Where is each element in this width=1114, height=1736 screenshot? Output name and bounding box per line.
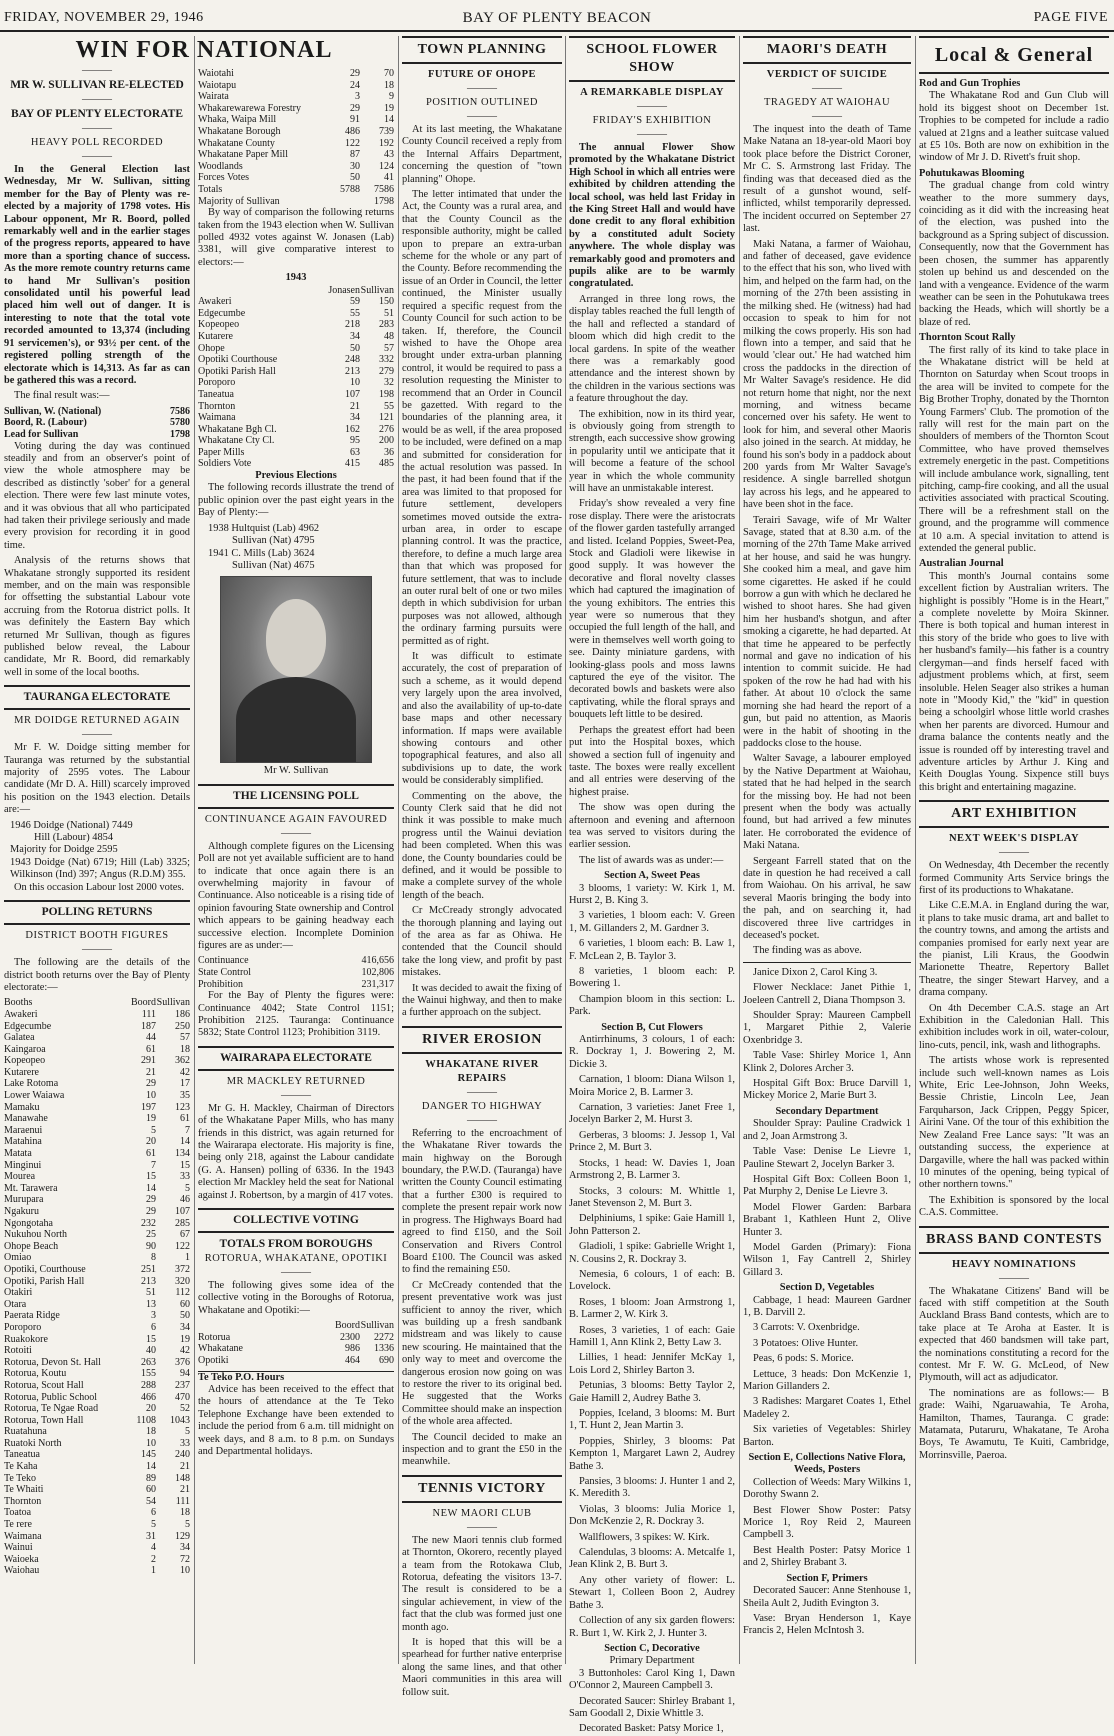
paragraph: The letter intimated that under the Act, the County was a rural area, and that the County Council as the responsible authority, might be called upon to prepare an extra-urban scheme for the whole or any part of the County. Before recommending the issue of an Order in Council, the letter continued, the Minister usually required a specific request from the County Council for such action to be taken. If, therefore, the Council wished to have the Ohope area brought under extra-urban planning control, it would be required to pass a resolution requesting the Minister to recommend that an Order in Council be gazetted. With regard to the boundaries of the planning area, it would be as well, if the area proposed to be included, were defined on a map and submitted for consideration for the actual resolution was passed. In the past, it had been found that if the area was limited to that proposed for future settlement, developers sometimes moved outside the extra-urban area, in order to escape planning control. It was the practice, therefore, to define a much large area than that which was proposed for future settlement, that was to include an outer rural belt of one or two miles depth in which subdivision for urban purposes was not allowed, although the ordinary farming pursuits were permitted as of right. [402,189,562,647]
table-row: Rotoiti 40 42 [4,1345,190,1357]
paragraph: The Council decided to make an inspection and to grant the £50 in the meanwhile. [402,1431,562,1468]
paragraph: Nemesia, 6 colours, 1 of each: B. Lovelock. [569,1268,735,1293]
table-row: Ruatoki North 10 33 [4,1437,190,1449]
paragraph: Decorated Saucer: Shirley Brabant 1, Sam Goodall 2, Dixie Whittle 3. [569,1695,735,1719]
table-row: Matahina 20 14 [4,1136,190,1148]
table-row: Otakiri 51 112 [4,1287,190,1299]
photo-caption: Mr W. Sullivan [263,765,329,777]
award-list [569,883,735,1019]
table-row: Waiotahi 29 70 [198,68,394,79]
paragraph: Mr F. W. Doidge sitting member for Tauranga was returned by the substantial majority of 2595 votes. The Labour candidate (Mr D. A. Hill) scarcely improved his position on the 1943 election. Details are:— [4,742,190,816]
paragraph: Petunias, 3 blooms: Betty Taylor 2, Gaie Hamill 2, Audrey Bathe 3. [569,1380,735,1404]
paragraph: Any other variety of flower: L. Stewart 1, Colleen Boon 2, Audrey Bathe 3. [569,1574,735,1611]
table-row: Whakatane Borough 486 739 [198,125,394,137]
table-row: Lake Rotoma 29 17 [4,1078,190,1090]
paragraph: Shoulder Spray: Maureen Campbell 1, Margaret Pithie 2, Valerie Oxenbridge 3. [743,1010,911,1046]
paragraph: Maki Natana, a farmer of Waiohau, and father of deceased, gave evidence to the effect that his son, who lived with him, and helped on the farm had, on the morning of the 27th been assisting in the milking shed. He (witness) had had occasion to speak to him for not milking the cows properly. His son had flown into a temper, and said that he would 'clear out.' He had watched him cross the paddocks in the direction of Mr Walter Savage's residence. He did not return home that night, nor the next morning, and witness became concerned over his safety. He went to look for him, and several other Maoris also joined in the search. At midday, he found his son's body in a paddock about 200 yards from Mr Walter Savage's residence. A single barrelled shotgun lay across his legs, and he appeared to have been shot in the face. [743,238,911,511]
subhead: POSITION OUTLINED [425,97,539,108]
article-body [402,1535,562,1699]
section-heading: RIVER EROSION [422,1031,542,1047]
paragraph: Walter Savage, a labourer employed by the Native Department at Waiohau, stated that he had helped in the search for the missing boy. He had not been present when the body was actually found, but had arrived a few minutes later. He corroborated the evidence of Maki Natana. [743,753,911,852]
paragraph: Although complete figures on the Licensing Poll are not yet available sufficient are to hand to indicate that once again there is an overwhelming majority in favour of Continuance. Also noticeable is a rising tide of opinion favouring State ownership and Control which appears to be gaining headway each successive election. Incomplete Dominion figures are as under:— [198,840,394,951]
table-row: Thornton 54 111 [4,1495,190,1507]
award-list [569,1668,735,1736]
section-heading: TOWN PLANNING [417,42,547,57]
table-row: Whakarewarewa Forestry 29 19 [198,102,394,114]
subhead: MR DOIDGE RETURNED AGAIN [14,715,180,727]
section-subheading: Section D, Vegetables [779,1282,875,1294]
table-row: Kopeopeo 291 362 [4,1055,190,1067]
paragraph: Carnation, 3 varieties: Janet Free 1, Jocelyn Barker 2, M. Hurst 3. [569,1102,735,1126]
paragraph: Perhaps the greatest effort had been put into the Hospital boxes, which showed a section full of ingenuity and taste. The boxes were really excellent and all entries were deserving of the highest praise. [569,724,735,798]
paragraph: Lillies, 1 head: Jennifer McKay 1, Lois Lord 2, Shirley Barton 3. [569,1352,735,1376]
section-heading: BRASS BAND CONTESTS [926,1231,1102,1247]
paragraph: 8 varieties, 1 bloom each: P. Bowering 1. [569,966,735,990]
section-heading-local-general: Local & General [934,44,1094,66]
table-row: Lower Waiawa 10 35 [4,1090,190,1102]
section-subheading: Section E, Collections Native Flora, Weeds, Posters [748,1452,906,1476]
paragraph: Cr McCready contended that the present preventative work was just sufficient to annoy the river, which was building up a fresh sandbank midstream and was likely to cause new scouring. He maintained that the only way to meet and overcome the dangerous erosion now going on was to restore the river to its original bed. He suggested that the Works Committee should make an inspection of the whole area affected. [402,1279,562,1428]
table-row: Waimana 34 121 [198,412,394,424]
table-row: Murupara 29 46 [4,1194,190,1206]
subhead: ROTORUA, WHAKATANE, OPOTIKI [204,1253,388,1265]
table-row: Te rere 5 5 [4,1519,190,1531]
paragraph: Best Health Poster: Patsy Morice 1 and 2, Shirley Brabant 3. [743,1544,911,1569]
column-2: Waiotahi 29 70 Waiotapu 24 18 Wairata 3 9 Whakarewarewa Forestry 29 19 Whaka, Waipa Mill 91 14 Whakatane Borough 486 739 Whakatane County 122 192 Whakatane Paper Mill 87 43 Woodlands 30 124 Forces Votes 50 41 Totals 5788 7586 Majority of Sullivan 1798 By way of comparison the following returns taken from the 1943 election when W. Sullivan polled 4932 votes against W. Jonasen (Lab) 3381, will give comparative interest to electors:— 1943 Jonasen Sullivan Awakeri 59 150 Edgecumbe 55 51 Kopeopeo 218 283 Kutarere 34 48 Ohope 50 57 Opotiki Courthouse 248 332 Opotiki Parish Hall 213 279 Poroporo 10 32 Taneatua 107 198 Thornton 21 55 Waimana 34 121 Whakatane Bgh Cl. 162 276 Whakatane Cty Cl. 95 200 Paper Mills 63 36 Soldiers Vote 415 485 Previous Elections The following records illustrate the trend of public opinion over the past eight years in the Bay of Plenty:— 1938 Hultquist (Lab) 4962 Sullivan (Nat) 4795 1941 C. Mills (Lab) 3624 Sullivan (Nat) 4675 Mr W. Sullivan THE LICENSING POLL CONTINUANCE AGAIN FAVOURED ——— Although complete figures on the Licensing Poll are not yet available sufficient are to hand to indicate that once again there is an overwhelming majority in favour of Continuance. Also noticeable is a rising tide of opinion favouring State ownership and Control which appears to be gaining headway each successive election. Incomplete Dominion figures are as under:— Continuance 416,656 State Control 102,806 Prohibition 231,317 For the Bay of Plenty the figures were: Continuance 4042; State Control 1151; Prohibition 2125. Tauranga: Continuance 5832; State Control 1123; Prohibition 3119. WAIRARAPA ELECTORATE MR MACKLEY RETURNED ——— Mr G. H. Mackley, Chairman of Directors of the Whakatane Paper Mills, who has many friends in this district, was again returned for the Wairarapa electorate. His majority is fine, being only 218, against the Labour candidate (G. A. Hansen) polling of 6336. In the 1943 election Mr Mackley held the seat for National against J. Robertson, by a margin of 417 votes. COLLECTIVE VOTING TOTALS FROM BOROUGHS ROTORUA, WHAKATANE, OPOTIKI ——— The following gives some idea of the collective voting in the Boroughs of Rotorua, Whakatane and Opotiki:— Boord Sullivan Rotorua 2300 2272 Whakatane 986 1336 Opotiki 464 690 Te Teko P.O. Hours Advice has been received to the effect that the hours of attendance at the Te Teko Telephone Exchange have been extended to include the period from 6 a.m. till midnight on week days, and 8 a.m. to 8 p.m. on Sundays and Departmental holidays. [198,68,394,1458]
table-row: Te Whaiti 60 21 [4,1484,190,1496]
paragraph: Gladioli, 1 spike: Gabrielle Wright 1, N. Cousins 2, R. Dockray 3. [569,1241,735,1265]
subhead: TOTALS FROM BOROUGHS [219,1238,373,1251]
subhead: FUTURE OF OHOPE [427,69,537,80]
award-list [743,1118,911,1279]
paragraph: Stocks, 3 colours: M. Whittle 1, Janet Stevenson 2, M. Burt 3. [569,1185,735,1209]
section-heading: SCHOOL FLOWER SHOW [586,42,718,75]
paragraph: Collection of any six garden flowers: R. Burt 1, W. Kirk 2, J. Hunter 3. [569,1615,735,1639]
table-row: Minginui 7 15 [4,1159,190,1171]
table-row: Rotorua, Scout Hall 288 237 [4,1379,190,1391]
table-row: Paper Mills 63 36 [198,446,394,458]
paragraph: Janice Dixon 2, Carol King 3. [753,966,878,978]
paragraph: The show was open during the afternoon and evening and afternoon tea was served to visitors during the earlier session. [569,802,735,851]
paragraph: Decorated Basket: Patsy Morice 1, [579,1723,724,1735]
paragraph: Mr G. H. Mackley, Chairman of Directors of the Whakatane Paper Mills, who has many friends in this district, was again returned for the Wairarapa electorate. His majority is fine, being only 218, against the Labour candidate (G. A. Hansen) polling of 6336. In the 1943 election Mr Mackley held the seat for National against J. Robertson, by a margin of 417 votes. [198,1102,394,1201]
paragraph: Commenting on the above, the County Clerk said that he did not think it was possible to make much progress until the Wainui deviation had been completed. When this was done, the County boundaries could be defined, and it would be possible to make a complete survey of the whole length of the beach. [402,790,562,901]
masthead-page-number: PAGE FIVE [1033,10,1108,25]
paragraph: The nominations are as follows:— B grade: Waihi, Ngaruawahia, Te Aroha, Hamilton, Thames, Tauranga. C grade: Matamata, Putaruru, Whakatane, Te Aroha Boys, Te Awamutu, Te Kuiti, Cambridge, Morrinsville, Paeroa. [919,1387,1109,1461]
subhead: HEAVY POLL RECORDED [30,137,164,148]
masthead-paper-name: BAY OF PLENTY BEACON [462,10,652,26]
paragraph: On 4th December C.A.S. stage an Art Exhibition in the Caledonian Hall. This exhibition includes work in oil, water-colour, lino-cuts, pencil, ink, wash and lithographs. [919,1002,1109,1051]
paragraph: Collection of Weeds: Mary Wilkins 1, Dorothy Swann 2. [743,1476,911,1501]
subhead: A REMARKABLE DISPLAY [580,87,724,98]
paragraph: Voting during the day was continued steadily and from an observer's point of view the whole atmosphere may be described as distinctly 'sober' for a general election. There were few last minute votes, and it was obvious that all who participated had taken their privilege seriously and made every provision for recording it in good time. [4,440,190,551]
paragraph: Gerberas, 3 blooms: J. Jessop 1, Val Prince 2, M. Burt 3. [569,1129,735,1154]
paragraph: Analysis of the returns shows that Whakatane strongly supported its resident member, and on the main was responsible for offsetting the substantial Labour vote accruing from the Rotorua district polls. It was definitely the Eastern Bay which returned Mr Sullivan, though as figures published below reveal, the Labour candidate, Mr R. Boord, did remarkably well in some of the local booths. [4,555,190,678]
paragraph: Referring to the encroachment of the Whakatane River towards the main highway on the Borough boundary, the P.W.D. (Tauranga) have written the County Council estimating that a further £300 is required to complete the present repair work now in progress. The Highways Board had agreed to find £150, and the Soil Conservation and Rivers Control Board £100. The Council was asked to find the remaining £50. [402,1127,562,1276]
paragraph: Like C.E.M.A. in England during the war, it plans to take music drama, art and ballet to the country towns, and among the artists and companies promised for early next year are the pianist, Lili Kraus, the Goodwin Marionette Theatre, Repertory Ballet Theatre, the singer Stewart Harvey, and a drama company. [919,900,1109,999]
table-row: Manawahe 19 61 [4,1113,190,1125]
subhead: TRAGEDY AT WAIOHAU [763,97,891,108]
paragraph: Advice has been received to the effect that the hours of attendance at the Te Teko Telephone Exchange have been extended to include the period from 6 a.m. till midnight on week days, and 8 a.m. to 8 p.m. on Sundays and Departmental holidays. [198,1384,394,1458]
paragraph: Roses, 3 varieties, 1 of each: Gaie Hamill 1, Ann Klink 2, Betty Law 3. [569,1324,735,1348]
subhead: NEXT WEEK'S DISPLAY [948,833,1080,845]
section-subheading: Primary Department [609,1655,695,1667]
table-row: Omiao 8 1 [4,1252,190,1264]
paragraph: At its last meeting, the Whakatane County Council received a reply from the Internal Affairs Department, concerning the question of "town planning" Ohope. [402,124,562,185]
year-heading: 1943 [285,272,307,284]
subhead: CONTINUANCE AGAIN FAVOURED [204,813,388,825]
subhead: WHAKATANE RIVER REPAIRS [425,1058,539,1084]
section-subheading: Te Teko P.O. Hours [198,1371,394,1384]
paragraph: The artists whose work is represented include such well-known names as Lois White, Eric Lee-Johnson, John Weeks, Bessie Christie, Lincoln Lee, Jean Farquharson, Jack Crippen, Peggy Spicer, Airini Vane. Of the tour of this exhibition the New Zealand Free Lance says: "It was an outstanding success, the experience at Dargaville, where the hall was packed within 10 minutes of the opening, being typical of other northern towns." [919,1055,1109,1191]
subhead: DISTRICT BOOTH FIGURES [25,930,169,942]
table-row: Waiotapu 24 18 [198,79,394,91]
paragraph: Poppies, Iceland, 3 blooms: M. Burt 1, T. Hunt 2, Jean Martin 3. [569,1408,735,1432]
section-subheading: Previous Elections [255,470,337,482]
table-row: Ruakokore 15 19 [4,1333,190,1345]
table-row: Taneatua 145 240 [4,1449,190,1461]
table-row: Ngakuru 29 107 [4,1206,190,1217]
table-row: Whaka, Waipa Mill 91 14 [198,114,394,126]
paragraph: The following are the details of the district booth returns over the Bay of Plenty electorate:— [4,957,190,993]
paragraph: Hospital Gift Box: Bruce Darvill 1, Mickey Morice 2, Marie Burt 3. [743,1078,911,1102]
subhead: NEW MAORI CLUB [432,1507,532,1519]
booth-returns-table: Booths Boord Sullivan Awakeri 111 186 Edgecumbe 187 250 Galatea 44 57 Kaingaroa 61 18 Kopeopeo 291 362 Kutarere 21 42 Lake Rotoma 29 17 Lower Waiawa 10 35 Mamaku 197 123 Manawahe 19 61 Maraenui 5 7 Matahina 20 14 Matata 61 134 Minginui 7 15 Mourea 15 33 Mt. Tarawera 14 5 Murupara 29 46 Ngakuru 29 107 Ngongotaha 232 285 Nukuhou North 25 67 Ohope Beach 90 122 Omiao 8 1 Opotiki, Courthouse 251 372 Opotiki, Parish Hall 213 320 Otakiri 51 112 Otara 13 60 Paerata Ridge 3 50 Poroporo 6 34 Ruakokore 15 19 Rotoiti 40 42 Rotorua, Devon St. Hall 263 376 Rotorua, Koutu 155 94 Rotorua, Scout Hall 288 237 Rotorua, Public School 466 470 Rotorua, Te Ngae Road 20 52 Rotorua, Town Hall 1108 1043 Ruatahuna 18 5 Ruatoki North 10 33 Taneatua 145 240 Te Kaha 14 21 Te Teko 89 148 Te Whaiti 60 21 Thornton 54 111 Toatoa 6 18 Te rere 5 5 Waimana 31 129 Wainui 4 34 Waioeka 2 72 Waiohau 1 10 [4,997,190,1577]
headline-win-for-national: WIN FOR NATIONAL [75,37,333,63]
paragraph: The Exhibition is sponsored by the local C.A.S. Committee. [919,1194,1109,1219]
column-5: MAORI'S DEATH VERDICT OF SUICIDE ——— TRAGEDY AT WAIOHAU ——— The inquest into the death of Tame Make Natana an 18-year-old Maori boy took place before the District Coroner, Mr C. S. Armstrong last Friday. The finding was that deceased died as the result of a gunshot wound, self-inflicted, whilst temporarily depressed. The incident occurred on September 27 last. Maki Natana, a farmer of Waiohau, and father of deceased, gave evidence to the effect that his son, who lived with him, and helped on the farm had, on the morning of the 27th been assisting in the milking shed. He (witness) had had occasion to speak to him for not milking the cows properly. His son had flown into a temper, and said that he would 'clear out.' He had watched him cross the paddocks in the direction of Mr Walter Savage's residence. He did not return home that night, nor the next morning, and witness became concerned over his safety. He went to look for him, and several other Maoris also joined in the search. At midday, he found his son's body in a paddock about 200 yards from Mr Walter Savage's residence. A single barrelled shotgun lay across his legs, and he appeared to have been shot in the face. Terairi Savage, wife of Mr Walter Savage, stated that at 8.30 a.m. of the morning of the 27th Tame Make arrived at her house, and said he was hungry. She cooked him a meal, and gave him some cigarettes. He asked if he could borrow a gun with which he declared he wished to shoot hares. She had given him her husband's shotgun, and after smoking a cigarette, he had departed. At that time he appeared to be perfectly normal and gave no indication of his intention to commit suicide. He had spoken of the row he had had with his father. At about 10 o'clock the same morning she had heard the report of a gun, but paid no attention, as Maoris were in the habit of shooting in the paddocks close to the house. Walter Savage, a labourer employed by the Native Department at Waiohau, stated that he had helped in the search for the missing boy. He had not been present when the body was actually found, but had arrived a few minutes later. He corroborated the evidence of Maki Natana. Sergeant Farrell stated that on the date in question he had received a call from Waiohau. On his arrival, he saw several Maoris bringing the body into the pah, and on searching it, had discovered three live cartridges in deceased's pocket. The finding was as above. Janice Dixon 2, Carol King 3. Flower Necklace: Janet Pithie 1, Joeleen Cantrell 2, Diana Thompson 3. Shoulder Spray: Maureen Campbell 1, Margaret Pithie 2, Valerie Oxenbridge 3. Table Vase: Shirley Morice 1, Ann Klink 2, Dolores Archer 3. Hospital Gift Box: Bruce Darvill 1, Mickey Morice 2, Marie Burt 3. Secondary Department Shoulder Spray: Pauline Cradwick 1 and 2, Joan Armstrong 3. Table Vase: Denise Le Lievre 1, Pauline Stewart 2, Jocelyn Barker 3. Hospital Gift Box: Colleen Boon 1, Pat Murphy 2, Denise Le Lievre 3. Model Flower Garden: Barbara Brabant 1, Kathleen Hunt 2, Olive Hunter 3. Model Garden (Primary): Fiona Wilson 1, Fay Cantrell 2, Shirley Gillard 3. Section D, Vegetables Cabbage, 1 head: Maureen Gardner 1, B. Darvill 2. 3 Carrots: V. Oxenbridge. 3 Potatoes: Olive Hunter. Peas, 6 pods: S. Morice. Lettuce, 3 heads: Don McKenzie 1, Marion Gillanders 2. 3 Radishes: Margaret Coates 1, Ethel Madeley 2. Six varieties of Vegetables: Shirley Barton. Section E, Collections Native Flora, Weeds, Posters Collection of Weeds: Mary Wilkins 1, Dorothy Swann 2. Best Flower Show Poster: Patsy Morice 1, Roy Reid 2, Maureen Campbell 3. Best Health Poster: Patsy Morice 1 and 2, Shirley Brabant 3. Section F, Primers Decorated Saucer: Anne Stenhouse 1, Sheila Ault 2, Judith Evington 3. Vase: Bryan Henderson 1, Kaye Francis 2, Helen McIntosh 3. [743,36,911,1670]
paragraph: The Whakatane Citizens' Band will be faced with stiff competition at the South Auckland Brass Band contests, which are to take place at Te Aroha at Easter. It is expected that 460 bandsmen will take part, the nominations constituting a record for the contest. Mr F. W. G. McLeod, of New Plymouth, will act as adjudicator. [919,1285,1109,1384]
table-row: Whakatane Bgh Cl. 162 276 [198,423,394,435]
table-row: Thornton 21 55 [198,400,394,412]
table-row: Kutarere 34 48 [198,330,394,342]
column-rule [194,36,195,1664]
news-item-body: This month's Journal contains some excellent fiction by Australian writers. The highlight is possibly "Home is in the Heart," a complete novelette by Moira Skinner. There is both topical and human interest in this story of the bride who goes to live with her husband's family—his father is a country clergyman—and finds herself faced with adjustment problems which, at first, seem insoluble. Helen Seager also strikes a human note in "Moody Kid," the "kid" in question being a schoolgirl whose little world crashes when her parents are divorced. Humour and drama balance the contents neatly and the issue is rounded off by interesting travel and adventure articles by Arthur J. King and Keith Douglas Young. Sixpence still buys this bright and entertaining magazine. [919,570,1109,793]
paragraph: The final result was:— [14,390,110,402]
column-rule [915,36,916,1664]
paragraph: It was decided to await the fixing of the Wainui highway, and then to make a further approach on the subject. [402,982,562,1019]
award-list [743,1477,911,1570]
table-row: Rotorua, Public School 466 470 [4,1391,190,1403]
article-body [743,124,911,958]
paragraph: 6 varieties, 1 bloom each: B. Law 1, F. McLean 2, B. Taylor 3. [569,938,735,962]
table-row: Otara 13 60 [4,1298,190,1310]
paragraph: Violas, 3 blooms: Julia Morice 1, Don McKenzie 2, R. Dockray 3. [569,1503,735,1528]
news-item-heading: Thornton Scout Rally [919,332,1016,344]
table-row: Poroporo 6 34 [4,1321,190,1333]
subhead: HEAVY NOMINATIONS [951,1258,1077,1270]
award-list [569,1034,735,1640]
article-body [919,860,1109,1219]
table-row: Whakatane Paper Mill 87 43 [198,149,394,161]
paragraph: Sergeant Farrell stated that on the date in question he had received a call from Waiohau. On his arrival, he saw several Maoris bringing the body into the pah, and on searching it, had discovered three live cartridges in deceased's pocket. [743,855,911,941]
article-body [402,124,562,1020]
column-rule [739,36,740,1664]
paragraph: Delphiniums, 1 spike: Gaie Hamill 1, John Patterson 2. [569,1213,735,1237]
section-subheading: Section F, Primers [786,1572,868,1584]
paragraph: 3 Carrots: V. Oxenbridge. [753,1322,860,1334]
table-row: Taneatua 107 198 [198,388,394,400]
paragraph: Antirrhinums, 3 colours, 1 of each: R. Dockray 1, J. Bowering 2, M. Dickie 3. [569,1034,735,1070]
paragraph: 3 Potatoes: Olive Hunter. [753,1337,859,1349]
paragraph: Peas, 6 pods: S. Morice. [753,1353,854,1365]
table-row: Woodlands 30 124 [198,160,394,172]
table-row: Mourea 15 33 [4,1171,190,1183]
section-subheading: Section C, Decorative [604,1642,700,1654]
section-heading: TAURANGA ELECTORATE [23,691,171,704]
licensing-figures: Continuance 416,656 State Control 102,806 Prohibition 231,317 [198,955,394,990]
paragraph: The following records illustrate the trend of public opinion over the past eight years in the Bay of Plenty:— [198,482,394,519]
table-row: Waimana 31 129 [4,1530,190,1542]
column-6: Local & General Rod and Gun Trophies The Whakatane Rod and Gun Club will hold its biggest shoot on December 1st. Trophies to be competed for include a radio valued at 21gns and a leather suitcase valued at £5 10s. Both are now on exhibition in the window of Mr J. D. Rivett's fruit shop. Pohutukawas Blooming The gradual change from cold wintry weather to the more summery days, coinciding as it did with the increasing heat of the election, was pushed into the background as a Spring subject of discussion. Consequently, now that the Government has been chosen, the summer has apparently stolen up behind us and descended on the land with a vengeance. Evidence of the warm weather can be seen in the Pohutukawa trees backing the Heads, which will shortly be a blaze of red. Thornton Scout Rally The first rally of its kind to take place in the Whakatane district will be held at Thornton on Saturday when Scout troops in the area will be invited to compete for the Big Brother Trophy, donated by the Thornton Young Farmers' Club. The promotion of the rally will rest for the main part on the shoulders of members of the Thornton Scout Committee, who have proved themselves extremely energetic in the past. Competitions will include ambulance work, signalling, tent pitching, camp-fire cooking, and all the usual activities associated with practical Scouting. There will be a refreshment stall on the ground, and the programme will commence at 10 a.m. A special invitation to attend is extended the general public. Australian Journal This month's Journal contains some excellent fiction by Australian writers. The highlight is possibly "Home is in the Heart," a complete novelette by Moira Skinner. There is both topical and human interest in this story of the bride who goes to live with her husband's family—his father is a country clergyman—and finds herself faced with adjustment problems which, at first, seem insoluble. Helen Seager also strikes a human note in "Moody Kid," the "kid" in question being a schoolgirl whose little world crashes when her parents are divorced. Humour and drama balance the contents neatly and the issue is rounded off by interesting travel and adventure articles by Arthur J. King and Keith Douglas Young. Sixpence still buys this bright and entertaining magazine. ART EXHIBITION NEXT WEEK'S DISPLAY ——— On Wednesday, 4th December the recently formed Community Arts Service brings the first of its productions to Whakatane. Like C.E.M.A. in England during the war, it plans to take music drama, art and ballet to the country towns, and among the artists and companies promised for early next year are the pianist, Lili Kraus, the Goodwin Marionette Theatre, Repertory Ballet Theatre, the singer Stewart Harvey, and a drama company. On 4th December C.A.S. stage an Art Exhibition in the Caledonian Hall. This exhibition includes work in oil, water-colour, lino-cuts, pencil, ink, wash and lithographs. The artists whose work is represented include such well-known names as Lois White, Eric Lee-Johnson, John Weeks, Bessie Christie, Lincoln Lee, Jean Farquharson, Jack Crippen, Peggy Spicer, Airini Vane. Of the tour of this exhibition the New Zealand Free Lance says: "It was an outstanding success, the experience at Dargaville, where the hall was packed within 10 minutes of the opening, being typical of other northern towns." The Exhibition is sponsored by the local C.A.S. Committee. BRASS BAND CONTESTS HEAVY NOMINATIONS ——— The Whakatane Citizens' Band will be faced with stiff competition at the South Auckland Brass Band contests, which are to take place at Te Aroha at Easter. It is expected that 460 bandsmen will take part, the nominations constituting a record for the contest. Mr F. W. G. McLeod, of New Plymouth, will act as adjudicator. The nominations are as follows:— B grade: Waihi, Ngaruawahia, Te Aroha, Hamilton, Thames, Tauranga. C grade: Matamata, Putaruru, Whakatane, Te Aroha Boys, Te Awamutu, Te Kuiti, Cambridge, Morrinsville, Paeroa. [919,36,1109,1670]
table-row: Awakeri 59 150 [198,296,394,308]
article-body [919,1286,1109,1463]
article-body [569,294,735,867]
table-row: Poroporo 10 32 [198,377,394,389]
paragraph: It is hoped that this will be a spearhead for further native enterprise along the same lines, and that other Maori communities in this area will follow suit. [402,1637,562,1698]
column-1: WIN FOR NATIONAL ——— MR W. SULLIVAN RE-ELECTED ——— BAY OF PLENTY ELECTORATE ——— HEAVY POLL RECORDED ——— In the General Election last Wednesday, Mr W. Sullivan, sitting member for the Bay of Plenty was re-elected by a majority of 1798 votes. His Labour opponent, Mr R. Boord, polled remarkably well and in the earlier stages of the progress reports, appeared to have more than a sporting chance of success. As the more remote country returns came to hand Mr Sullivan's position consolidated until his powerful lead placed him well out of danger. It is interesting to note that the total vote recorded amounted to 13,374 (including 91 servicemen's), or 93½ per cent. of the registered polling strength of the electorate which is 14,313. As far as can be gathered this was a record. The final result was:— Sullivan, W. (National) 7586 Boord, R. (Labour) 5780 Lead for Sullivan 1798 Voting during the day was continued steadily and from an observer's point of view the whole atmosphere may be described as distinctly 'sober' for a general election. There were few last minute votes, and it was obvious that all who participated had taken their privilege seriously and made every provision for recording it in good time. Analysis of the returns shows that Whakatane strongly supported its resident member, and on the main was responsible for offsetting the substantial Labour vote accruing from the Rotorua district polls. It was definitely the Eastern Bay which returned Mr Sullivan, though as figures published below reveal, the Labour candidate, Mr R. Boord, did remarkably well in some of the local booths. TAURANGA ELECTORATE MR DOIDGE RETURNED AGAIN ——— Mr F. W. Doidge sitting member for Tauranga was returned by the substantial majority of 2595 votes. The Labour candidate (Mr D. A. Hill) scarcely improved his position on the 1943 election. Details are:— 1946 Doidge (National) 7449 Hill (Labour) 4854 Majority for Doidge 2595 1943 Doidge (Nat) 6719; Hill (Lab) 3325; Wilkinson (Ind) 397; Angus (R.D.M) 355. On this occasion Labour lost 2000 votes. POLLING RETURNS DISTRICT BOOTH FIGURES ——— The following are the details of the district booth returns over the Bay of Plenty electorate:— Booths Boord Sullivan Awakeri 111 186 Edgecumbe 187 250 Galatea 44 57 Kaingaroa 61 18 Kopeopeo 291 362 Kutarere 21 42 Lake Rotoma 29 17 Lower Waiawa 10 35 Mamaku 197 123 Manawahe 19 61 Maraenui 5 7 Matahina 20 14 Matata 61 134 Minginui 7 15 Mourea 15 33 Mt. Tarawera 14 5 Murupara 29 46 Ngakuru 29 107 Ngongotaha 232 285 Nukuhou North 25 67 Ohope Beach 90 122 Omiao 8 1 Opotiki, Courthouse 251 372 Opotiki, Parish Hall 213 320 Otakiri 51 112 Otara 13 60 Paerata Ridge 3 50 Poroporo 6 34 Ruakokore 15 19 Rotoiti 40 42 Rotorua, Devon St. Hall 263 376 Rotorua, Koutu 155 94 Rotorua, Scout Hall 288 237 Rotorua, Public School 466 470 Rotorua, Te Ngae Road 20 52 Rotorua, Town Hall 1108 1043 Ruatahuna 18 5 Ruatoki North 10 33 Taneatua 145 240 Te Kaha 14 21 Te Teko 89 148 Te Whaiti 60 21 Thornton 54 111 Toatoa 6 18 Te rere 5 5 Waimana 31 129 Wainui 4 34 Waioeka 2 72 Waiohau 1 10 [4,36,190,1670]
subhead: VERDICT OF SUICIDE [766,69,888,80]
paragraph: Vase: Bryan Henderson 1, Kaye Francis 2, Helen McIntosh 3. [743,1612,911,1637]
totals-table: Totals 5788 7586 Majority of Sullivan 1798 [198,183,394,207]
table-row: Edgecumbe 187 250 [4,1020,190,1032]
table-row: Wainui 4 34 [4,1542,190,1554]
section-heading: THE LICENSING POLL [233,789,359,802]
paragraph: Cr McCready strongly advocated the thorough planning and laying out of the area as far as Ohiwa. He contended that the Council should take the long view, and profit by past mistakes. [402,905,562,979]
paragraph: It was difficult to estimate accurately, the cost of preparation of such a scheme, as it would depend very largely upon the area involved, and also the availability of up-to-date base maps and other necessary information. If maps were available showing contours and other topographical features, and also all subdivisions up to date, the work would be considerably simplified. [402,651,562,787]
returns-1943-table: Jonasen Sullivan Awakeri 59 150 Edgecumbe 55 51 Kopeopeo 218 283 Kutarere 34 48 Ohope 50 57 Opotiki Courthouse 248 332 Opotiki Parish Hall 213 279 Poroporo 10 32 Taneatua 107 198 Thornton 21 55 Waimana 34 121 Whakatane Bgh Cl. 162 276 Whakatane Cty Cl. 95 200 Paper Mills 63 36 Soldiers Vote 415 485 [198,284,394,470]
table-row: Rotorua, Town Hall 1108 1043 [4,1414,190,1426]
paragraph: 3 blooms, 1 variety: W. Kirk 1, M. Hurst 2, B. King 3. [569,882,735,906]
paragraph: Friday's show revealed a very fine rose display. There were the aristocrats of the flower garden tastefully arranged and listed. Iceland Poppies, Sweet-Pea, Stock and Gladioli were likewise in good supply. It was however the decorative and floral novelty classes which had captured the imagination of the young exhibitors. The entries this year were so numerous that they occupied the full length of the hall, and were in themselves well worth going to see. Dainty miniature gardens, with looking-glass pools and moss lawns captured the eye of the visitor. The decorated bowls and baskets were also captivating, while the floral sprays and bouquets left little to be desired. [569,498,735,721]
news-item-body: The Whakatane Rod and Gun Club will hold its biggest shoot on December 1st. Trophies to be competed for include a radio valued at 21gns and a leather suitcase valued at £5 10s. Both are now on exhibition in the window of Mr J. D. Rivett's fruit shop. [919,90,1109,164]
collective-voting-table: Boord Sullivan Rotorua 2300 2272 Whakatane 986 1336 Opotiki 464 690 [198,1320,394,1367]
table-row: Maraenui 5 7 [4,1124,190,1136]
table-row: Matata 61 134 [4,1148,190,1160]
paragraph: Champion bloom in this section: L. Park. [569,993,735,1018]
section-subheading: Section B, Cut Flowers [601,1021,703,1033]
paragraph: Lettuce, 3 heads: Don McKenzie 1, Marion Gillanders 2. [743,1368,911,1392]
paragraph: Terairi Savage, wife of Mr Walter Savage, stated that at 8.30 a.m. of the morning of the 27th Tame Make arrived at her house, and said he was hungry. She cooked him a meal, and gave him some cigarettes. He asked if he could borrow a gun with which he declared he wished to shoot hares. She had given him her husband's shotgun, and after smoking a cigarette, he had departed. At that time he appeared to be perfectly normal and gave no indication of his intention to commit suicide. He had spoken of the row he had had with his father. At about 10 o'clock the same morning she had heard the report of a gun, but paid no attention, as Maoris were in the habit of shooting in the paddocks close to the house. [743,514,911,749]
subhead: FRIDAY'S EXHIBITION [592,115,712,126]
table-row: Kaingaroa 61 18 [4,1043,190,1055]
paragraph: The following gives some idea of the collective voting in the Boroughs of Rotorua, Whakatane and Opotiki:— [198,1280,394,1316]
paragraph: Poppies, Shirley, 3 blooms: Pat Kempton 1, Margaret Lawn 2, Audrey Bathe 3. [569,1435,735,1472]
table-row: Te Kaha 14 21 [4,1461,190,1473]
tauranga-figures: 1946 Doidge (National) 7449 Hill (Labour) 4854 Majority for Doidge 2595 1943 Doidge (Nat) 6719; Hill (Lab) 3325; Wilkinson (Ind) 397; Angus (R.D.M) 355. [10,819,190,881]
table-row: Wairata 3 9 [198,91,394,103]
paragraph: Model Flower Garden: Barbara Brabant 1, Kathleen Hunt 2, Olive Hunter 3. [743,1201,911,1238]
local-news-items [919,78,1109,794]
paragraph: Pansies, 3 blooms: J. Hunter 1 and 2, K. Meredith 3. [569,1476,735,1500]
paragraph: Carnation, 1 bloom: Diana Wilson 1, Moira Morice 2, B. Larmer 3. [569,1074,735,1098]
table-row: Paerata Ridge 3 50 [4,1310,190,1322]
table-row: Kutarere 21 42 [4,1066,190,1078]
subhead: DANGER TO HIGHWAY [421,1100,543,1112]
table-row: Awakeri 111 186 [4,1008,190,1020]
table-row: Opotiki Parish Hall 213 279 [198,365,394,377]
result-table: Sullivan, W. (National) 7586 Boord, R. (Labour) 5780 Lead for Sullivan 1798 [4,405,190,440]
masthead [0,8,1114,32]
table-row: Soldiers Vote 415 485 [198,458,394,470]
subhead: MR MACKLEY RETURNED [226,1075,366,1087]
section-heading: WAIRARAPA ELECTORATE [220,1051,372,1064]
paragraph: The exhibition, now in its third year, is obviously going from strength to strength, each successive show growing in popularity until we anticipate that it will become a feature of the school year in which the whole community will have an unmistakable interest. [569,408,735,494]
paragraph: Table Vase: Shirley Morice 1, Ann Klink 2, Dolores Archer 3. [743,1050,911,1074]
portrait-photo [220,576,372,763]
paragraph: By way of comparison the following returns taken from the 1943 election when W. Sullivan polled 4932 votes against W. Jonasen (Lab) 3381, will give comparative interest to electors:— [198,207,394,268]
table-row: Mt. Tarawera 14 5 [4,1182,190,1194]
table-row: Waioeka 2 72 [4,1553,190,1565]
article-body [402,1128,562,1469]
section-heading: TENNIS VICTORY [418,1480,546,1496]
section-subheading: Section A, Sweet Peas [604,870,700,882]
paragraph: Six varieties of Vegetables: Shirley Barton. [743,1424,911,1448]
paragraph: The inquest into the death of Tame Make Natana an 18-year-old Maori boy took place before the District Coroner, Mr C. S. Armstrong last Friday. The finding was that deceased died as the result of a gunshot wound, self-inflicted, whilst temporarily depressed. The incident occurred on September 27 last. [743,124,911,235]
table-row: Forces Votes 50 41 [198,172,394,184]
paragraph: On this occasion Labour lost 2000 votes. [14,881,184,893]
news-item-heading: Australian Journal [919,558,1004,570]
table-row: Kopeopeo 218 283 [198,319,394,331]
table-row: Whakatane County 122 192 [198,137,394,149]
paragraph: Cabbage, 1 head: Maureen Gardner 1, B. Darvill 2. [743,1294,911,1318]
table-row: Opotiki, Parish Hall 213 320 [4,1275,190,1287]
section-heading: MAORI'S DEATH [766,42,888,57]
table-row: Galatea 44 57 [4,1032,190,1044]
article-lede: In the General Election last Wednesday, Mr W. Sullivan, sitting member for the Bay of Plenty was re-elected by a majority of 1798 votes. His Labour opponent, Mr R. Boord, polled remarkably well and in the earlier stages of the progress reports, appeared to have more than a sporting chance of success. As the more remote country returns came to hand Mr Sullivan's position consolidated until his powerful lead placed him well out of danger. It is interesting to note that the total vote recorded amounted to 13,374 (including 91 servicemen's), or 93½ per cent. of the registered polling strength of the electorate which is 14,313. As far as can be gathered this was a record. [4,164,190,386]
paragraph: Hospital Gift Box: Colleen Boon 1, Pat Murphy 2, Denise Le Lievre 3. [743,1173,911,1198]
table-row: Te Teko 89 148 [4,1472,190,1484]
section-heading: ART EXHIBITION [951,806,1077,822]
table-row: Toatoa 6 18 [4,1507,190,1519]
paragraph: Model Garden (Primary): Fiona Wilson 1, Fay Cantrell 2, Shirley Gillard 3. [743,1241,911,1278]
news-item-heading: Rod and Gun Trophies [919,78,1021,89]
table-row: Ohope Beach 90 122 [4,1240,190,1252]
booth-returns-table-continued [198,68,394,184]
table-row: Mamaku 197 123 [4,1101,190,1113]
table-row: Ngongotaha 232 285 [4,1217,190,1229]
paragraph: Shoulder Spray: Pauline Cradwick 1 and 2, Joan Armstrong 3. [743,1118,911,1142]
article-lede: The annual Flower Show promoted by the Whakatane District High School in which all entries were exhibited by children attending the local school, was held last Friday in the King Street Hall and would have done credit to any floral exhibition by a constituted adult Society anywhere. The whole display was remarkably good and promoters and pupils alike are to be warmly congratulated. [569,142,735,290]
table-row: Rotorua, Koutu 155 94 [4,1368,190,1380]
award-list [743,1585,911,1638]
table-row: Rotorua, Devon St. Hall 263 376 [4,1356,190,1368]
masthead-date: FRIDAY, NOVEMBER 29, 1946 [4,10,204,25]
award-list [743,1295,911,1449]
paragraph: Stocks, 1 head: W. Davies 1, Joan Armstrong 2, B. Larmer 3. [569,1157,735,1182]
paragraph: Calendulas, 3 blooms: A. Metcalfe 1, Jean Klink 2, B. Burt 3. [569,1547,735,1571]
table-row: Edgecumbe 55 51 [198,307,394,319]
paragraph: Flower Necklace: Janet Pithie 1, Joeleen Cantrell 2, Diana Thompson 3. [743,982,911,1006]
column-4: SCHOOL FLOWER SHOW A REMARKABLE DISPLAY ——— FRIDAY'S EXHIBITION ——— The annual Flower Show promoted by the Whakatane District High School in which all entries were exhibited by children attending the local school, was held last Friday in the King Street Hall and would have done credit to any floral exhibition by a constituted adult Society anywhere. The whole display was remarkably good and promoters and pupils alike are to be warmly congratulated. Arranged in three long rows, the display tables reached the full length of the hall and reflected a standard of bloom which did high credit to the local gardens. In spite of the weather there was a remarkably good attendance and the interest shown by the children in the various sections was a feature throughout the day. The exhibition, now in its third year, is obviously going from strength to strength, each successive show growing in popularity until we anticipate that it will become a feature of the school year in which the whole community will have an unmistakable interest. Friday's show revealed a very fine rose display. There were the aristocrats of the flower garden tastefully arranged and listed. Iceland Poppies, Sweet-Pea, Stock and Gladioli were likewise in good supply. It was however the decorative and floral novelty classes which had captured the imagination of the young exhibitors. The entries this year were so numerous that they occupied the full length of the hall, and were in themselves well worth going to see. Dainty miniature gardens, with looking-glass pools and moss lawns captured the eye of the visitor. The decorated bowls and baskets were also captivating, while the floral sprays and bouquets left little to be desired. Perhaps the greatest effort had been put into the Hospital boxes, which showed a section full of ingenuity and taste. The boxes were really excellent and all entries were deserving of the highest praise. The show was open during the afternoon and evening and afternoon tea was served to visitors during the earlier session. The list of awards was as under:— Section A, Sweet Peas 3 blooms, 1 variety: W. Kirk 1, M. Hurst 2, B. King 3. 3 varieties, 1 bloom each: V. Green 1, M. Gillanders 2, M. Gardner 3. 6 varieties, 1 bloom each: B. Law 1, F. McLean 2, B. Taylor 3. 8 varieties, 1 bloom each: P. Bowering 1. Champion bloom in this section: L. Park. Section B, Cut Flowers Antirrhinums, 3 colours, 1 of each: R. Dockray 1, J. Bowering 2, M. Dickie 3. Carnation, 1 bloom: Diana Wilson 1, Moira Morice 2, B. Larmer 3. Carnation, 3 varieties: Janet Free 1, Jocelyn Barker 2, M. Hurst 3. Gerberas, 3 blooms: J. Jessop 1, Val Prince 2, M. Burt 3. Stocks, 1 head: W. Davies 1, Joan Armstrong 2, B. Larmer 3. Stocks, 3 colours: M. Whittle 1, Janet Stevenson 2, M. Burt 3. Delphiniums, 1 spike: Gaie Hamill 1, John Patterson 2. Gladioli, 1 spike: Gabrielle Wright 1, N. Cousins 2, R. Dockray 3. Nemesia, 6 colours, 1 of each: B. Lovelock. Roses, 1 bloom: Joan Armstrong 1, B. Larmer 2, W. Kirk 3. Roses, 3 varieties, 1 of each: Gaie Hamill 1, Ann Klink 2, Betty Law 3. Lillies, 1 head: Jennifer McKay 1, Lois Lord 2, Shirley Barton 3. Petunias, 3 blooms: Betty Taylor 2, Gaie Hamill 2, Audrey Bathe 3. Poppies, Iceland, 3 blooms: M. Burt 1, T. Hunt 2, Jean Martin 3. Poppies, Shirley, 3 blooms: Pat Kempton 1, Margaret Lawn 2, Audrey Bathe 3. Pansies, 3 blooms: J. Hunter 1 and 2, K. Meredith 3. Violas, 3 blooms: Julia Morice 1, Don McKenzie 2, R. Dockray 3. Wallflowers, 3 spikes: W. Kirk. Calendulas, 3 blooms: A. Metcalfe 1, Jean Klink 2, B. Burt 3. Any other variety of flower: L. Stewart 1, Colleen Boon 2, Audrey Bathe 3. Collection of any six garden flowers: R. Burt 1, W. Kirk 2, J. Hunter 3. Section C, Decorative Primary Department 3 Buttonholes: Carol King 1, Dawn O'Connor 2, Maureen Campbell 3. Decorated Saucer: Shirley Brabant 1, Sam Goodall 2, Dixie Whittle 3. Decorated Basket: Patsy Morice 1, [569,36,735,1670]
news-item-heading: Pohutukawas Blooming [919,167,1025,179]
paragraph: For the Bay of Plenty the figures were: Continuance 4042; State Control 1151; Prohibition 2125. Tauranga: Continuance 5832; State Control 1123; Prohibition 3119. [198,990,394,1039]
subhead: MR W. SULLIVAN RE-ELECTED [10,79,184,91]
table-row: Opotiki, Courthouse 251 372 [4,1263,190,1275]
news-item-body: The first rally of its kind to take place in the Whakatane district will be held at Thornton on Saturday when Scout troops in the area will be invited to compete for the Big Brother Trophy, donated by the Thornton Young Farmers' Club. The promotion of the rally will rest for the main part on the shoulders of members of the Thornton Scout Committee, who have proved themselves extremely energetic in the past. Competitions will include ambulance work, signalling, tent pitching, camp-fire cooking, and all the usual activities associated with practical Scouting. There will be a refreshment stall on the ground, and the programme will commence at 10 a.m. A special invitation to attend is extended the general public. [919,344,1109,555]
paragraph: Decorated Saucer: Anne Stenhouse 1, Sheila Ault 2, Judith Evington 3. [743,1585,911,1609]
paragraph: 3 Buttonholes: Carol King 1, Dawn O'Connor 2, Maureen Campbell 3. [569,1667,735,1692]
table-row: Waiohau 1 10 [4,1565,190,1577]
table-row: Opotiki Courthouse 248 332 [198,354,394,366]
subhead: BAY OF PLENTY ELECTORATE [10,108,183,120]
column-rule [565,36,566,1664]
section-subheading: Secondary Department [775,1105,879,1117]
table-row: Ruatahuna 18 5 [4,1426,190,1438]
paragraph: 3 varieties, 1 bloom each: V. Green 1, M. Gillanders 2, M. Gardner 3. [569,910,735,934]
paragraph: Roses, 1 bloom: Joan Armstrong 1, B. Larmer 2, W. Kirk 3. [569,1296,735,1321]
column-3: TOWN PLANNING FUTURE OF OHOPE ——— POSITION OUTLINED ——— At its last meeting, the Whakatane County Council received a reply from the Internal Affairs Department, concerning the question of "town planning" Ohope. The letter intimated that under the Act, the County was a rural area, and that the County Council as the responsible authority, might be called upon to prepare an extra-urban scheme for the whole or any part of the County. Before recommending the issue of an Order in Council, the letter continued, the Minister usually required a specific request from the County Council for such action to be taken. If, therefore, the Council wished to have the Ohope area brought under extra-urban planning control, it would be required to pass a resolution requesting the Minister to recommend that an Order in Council be gazetted. With regard to the boundaries of the planning area, it would be as well, if the area proposed to be included, were defined on a map and submitted for consideration for the actual resolution was passed. In the past, it had been found that if the area was limited to that proposed for future settlement, developers sometimes moved outside the extra-urban area, in order to escape planning control. It was the practice, therefore, to define a much large area than that which was proposed for future settlement, that was to include an outer rural belt of one or two miles depth in which subdivision for urban purposes was not allowed, although the ordinary farming pursuits were permitted as of right. It was difficult to estimate accurately, the cost of preparation of such a scheme, as it would depend very largely upon the area involved, and also the availability of up-to-date base maps and other necessary information. If maps were available showing contours and other topographical features, and also all subdivisions up to date, the work would be considerably simplified. Commenting on the above, the County Clerk said that he did not think it was possible to make much progress until the Wainui deviation had been completed. When this was done, the County boundaries could be defined, and it would be possible to make a complete survey of the whole length of the beach. Cr McCready strongly advocated the thorough planning and laying out of the area as far as Ohiwa. He contended that the Council should take the long view, and profit by past mistakes. It was decided to await the fixing of the Wainui highway, and then to make a further approach on the subject. RIVER EROSION WHAKATANE RIVER REPAIRS ——— DANGER TO HIGHWAY ——— Referring to the encroachment of the Whakatane River towards the main highway on the Borough boundary, the P.W.D. (Tauranga) have written the County Council estimating that a further £300 is required to complete the present repair work now in progress. The Highways Board had agreed to find £150, and the Soil Conservation and Rivers Control Board £100. The Council was asked to find the remaining £50. Cr McCready contended that the present preventative work was just sufficient to annoy the river, which was building up a fresh sandbank midstream and was likely to cause new scouring. He maintained that the only way to meet and overcome the dangerous erosion now going on was to restore the river to its original bed. He suggested that the Works Committee should make an inspection of the whole area affected. The Council decided to make an inspection and to grant the £50 in the meanwhile. TENNIS VICTORY NEW MAORI CLUB ——— The new Maori tennis club formed at Thornton, Okorero, recently played a team from the Rotokawa Club, Rotorua, defeating the visitors 13-7. The result is considered to be a singular achievement, in view of the fact that the club was formed just one month ago. It is hoped that this will be a spearhead for further native enterprise along the same lines, and that other Maori communities in this area will follow suit. [402,36,562,1670]
previous-elections-list: 1938 Hultquist (Lab) 4962 Sullivan (Nat) 4795 1941 C. Mills (Lab) 3624 Sullivan (Nat) 4675 [208,522,320,571]
table-row: Rotorua, Te Ngae Road 20 52 [4,1403,190,1415]
paragraph: 3 Radishes: Margaret Coates 1, Ethel Madeley 2. [743,1396,911,1420]
section-heading: COLLECTIVE VOTING [233,1214,359,1227]
paragraph: Best Flower Show Poster: Patsy Morice 1, Roy Reid 2, Maureen Campbell 3. [743,1504,911,1541]
section-heading: POLLING RETURNS [41,906,153,919]
table-row: Nukuhou North 25 67 [4,1229,190,1241]
news-item-body: The gradual change from cold wintry weather to the more summery days, coinciding as it did with the increasing heat of the election, was pushed into the background as a Spring subject of discussion. Consequently, now that the Government has been chosen, the summer has apparently stolen up behind us and descended on the land with a vengeance. Evidence of the warm weather can be seen in the Pohutukawa trees backing the Heads, which will shortly be a blaze of red. [919,180,1109,328]
table-row: Whakatane Cty Cl. 95 200 [198,435,394,447]
table-row: Ohope 50 57 [198,342,394,354]
paragraph: Wallflowers, 3 spikes: W. Kirk. [579,1531,710,1543]
award-list [743,967,911,1103]
paragraph: The finding was as above. [753,945,862,957]
paragraph: Arranged in three long rows, the display tables reached the full length of the hall and reflected a standard of bloom which did high credit to the local gardens. In spite of the weather there was a remarkably good attendance and the interest shown by the children in the various sections was a feature throughout the day. [569,293,735,405]
paragraph: The list of awards was as under:— [579,854,724,866]
column-rule [398,36,399,1664]
paragraph: On Wednesday, 4th December the recently formed Community Arts Service brings the first of its productions to Whakatane. [919,860,1109,896]
paragraph: Table Vase: Denise Le Lievre 1, Pauline Stewart 2, Jocelyn Barker 3. [743,1146,911,1170]
paragraph: The new Maori tennis club formed at Thornton, Okorero, recently played a team from the Rotokawa Club, Rotorua, defeating the visitors 13-7. The result is considered to be a singular achievement, in view of the fact that the club was formed just one month ago. [402,1534,562,1633]
